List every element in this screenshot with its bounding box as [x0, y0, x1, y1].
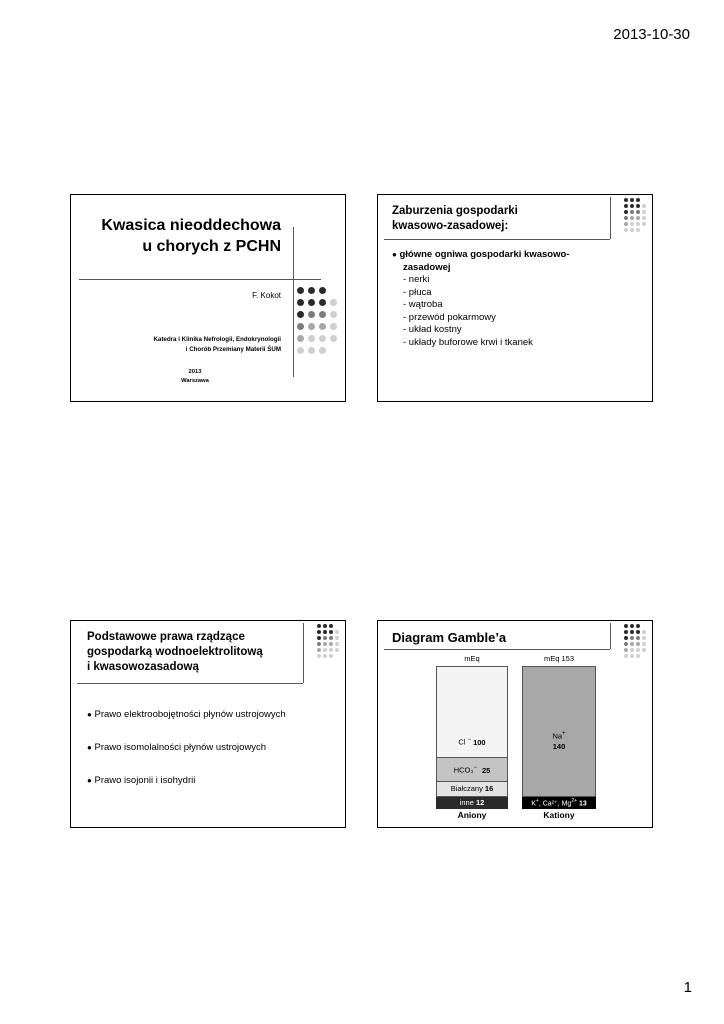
anions-unit: mEq	[464, 654, 480, 663]
slide-basic-laws	[70, 620, 346, 828]
year: 2013	[188, 369, 202, 375]
decorative-dot-grid	[624, 198, 646, 232]
list-item: - układy buforowe krwi i tkanek	[403, 336, 533, 348]
department	[81, 335, 281, 355]
divider-line	[384, 239, 610, 240]
slide-body	[392, 249, 632, 349]
chloride-value: 100	[473, 737, 486, 747]
title-line-1: Podstawowe prawa rządzące	[87, 631, 245, 643]
bullet-icon: ●	[87, 776, 92, 785]
sodium-segment: Na+ 140	[522, 666, 596, 797]
page-number: 1	[683, 979, 692, 996]
slide-title-heading	[81, 215, 281, 257]
anions-label: Aniony	[457, 810, 487, 820]
bullet-icon: ●	[87, 743, 92, 752]
slide-heading	[392, 204, 602, 234]
cations-label: Kationy	[543, 810, 575, 820]
title-line-3: i kwasowozasadową	[87, 661, 199, 673]
list-item: ● Prawo isomolalności płynów ustrojowych	[87, 742, 267, 753]
cations-column	[522, 666, 596, 809]
list-item: ● Prawo elektroobojętności płynów ustrojowych	[87, 709, 286, 720]
decorative-dot-grid	[317, 624, 339, 658]
bullet-icon: ●	[392, 250, 397, 259]
sodium-value: 140	[552, 741, 566, 751]
decorative-dot-grid	[624, 624, 646, 658]
date-place	[171, 368, 219, 386]
bullet-icon: ●	[87, 710, 92, 719]
title-line-2: kwasowo-zasadowej:	[392, 220, 509, 232]
list-item: - wątroba	[403, 299, 443, 310]
anions-column	[436, 666, 508, 809]
protein-segment: Białczany 16	[436, 782, 508, 797]
slide-title	[70, 194, 346, 402]
other-anions-value: 12	[475, 798, 485, 807]
divider-line	[384, 649, 610, 650]
slide-acid-base-disorders	[377, 194, 653, 402]
decorative-dot-grid	[297, 287, 337, 354]
author: F. Kokot	[252, 291, 281, 300]
divider-line	[79, 279, 321, 280]
department-line-2: i Chorób Przemiany Materii ŚUM	[185, 346, 281, 353]
divider-line	[77, 683, 303, 684]
list-item: - układ kostny	[403, 324, 462, 335]
slide-heading	[87, 630, 307, 675]
title-line-1: Kwasica nieoddechowa	[101, 217, 281, 234]
protein-value: 16	[484, 784, 494, 793]
bullet-lead: ● główne ogniwa gospodarki kwasowo- zasadowej	[392, 249, 570, 273]
list-item: - nerki	[403, 274, 430, 285]
department-line-1: Katedra i Klinika Nefrologii, Endokrynologii	[153, 336, 281, 343]
list-item: ● Prawo isojonii i isohydrii	[87, 775, 196, 786]
potassium-calcium-magnesium-segment: K+, Ca²⁺, $Mg^{2+}$ 13	[522, 797, 596, 809]
cations-unit: mEq 153	[543, 654, 575, 663]
other-anions-segment: inne 12	[436, 797, 508, 809]
chloride-segment: Cl − 100	[436, 666, 508, 758]
title-line-2: u chorych z PCHN	[142, 238, 281, 255]
title-line-1: Zaburzenia gospodarki	[392, 205, 518, 217]
bicarbonate-segment: HCO₃− 25	[436, 758, 508, 782]
slide-gamble-diagram	[377, 620, 653, 828]
title-line-2: gospodarką wodnoelektrolitową	[87, 646, 263, 658]
slide-heading: Diagram Gamble’a	[392, 630, 507, 645]
divider-line-vertical	[303, 623, 304, 683]
list-item: - płuca	[403, 286, 432, 298]
divider-line-vertical	[610, 623, 611, 649]
page-date: 2013-10-30	[613, 26, 690, 43]
city: Warszawa	[181, 378, 209, 384]
divider-line-vertical	[293, 227, 294, 377]
divider-line-vertical	[610, 197, 611, 239]
list-item: - przewód pokarmowy	[403, 311, 496, 323]
bicarbonate-value: 25	[481, 765, 491, 775]
kcamg-value: 13	[578, 800, 587, 808]
